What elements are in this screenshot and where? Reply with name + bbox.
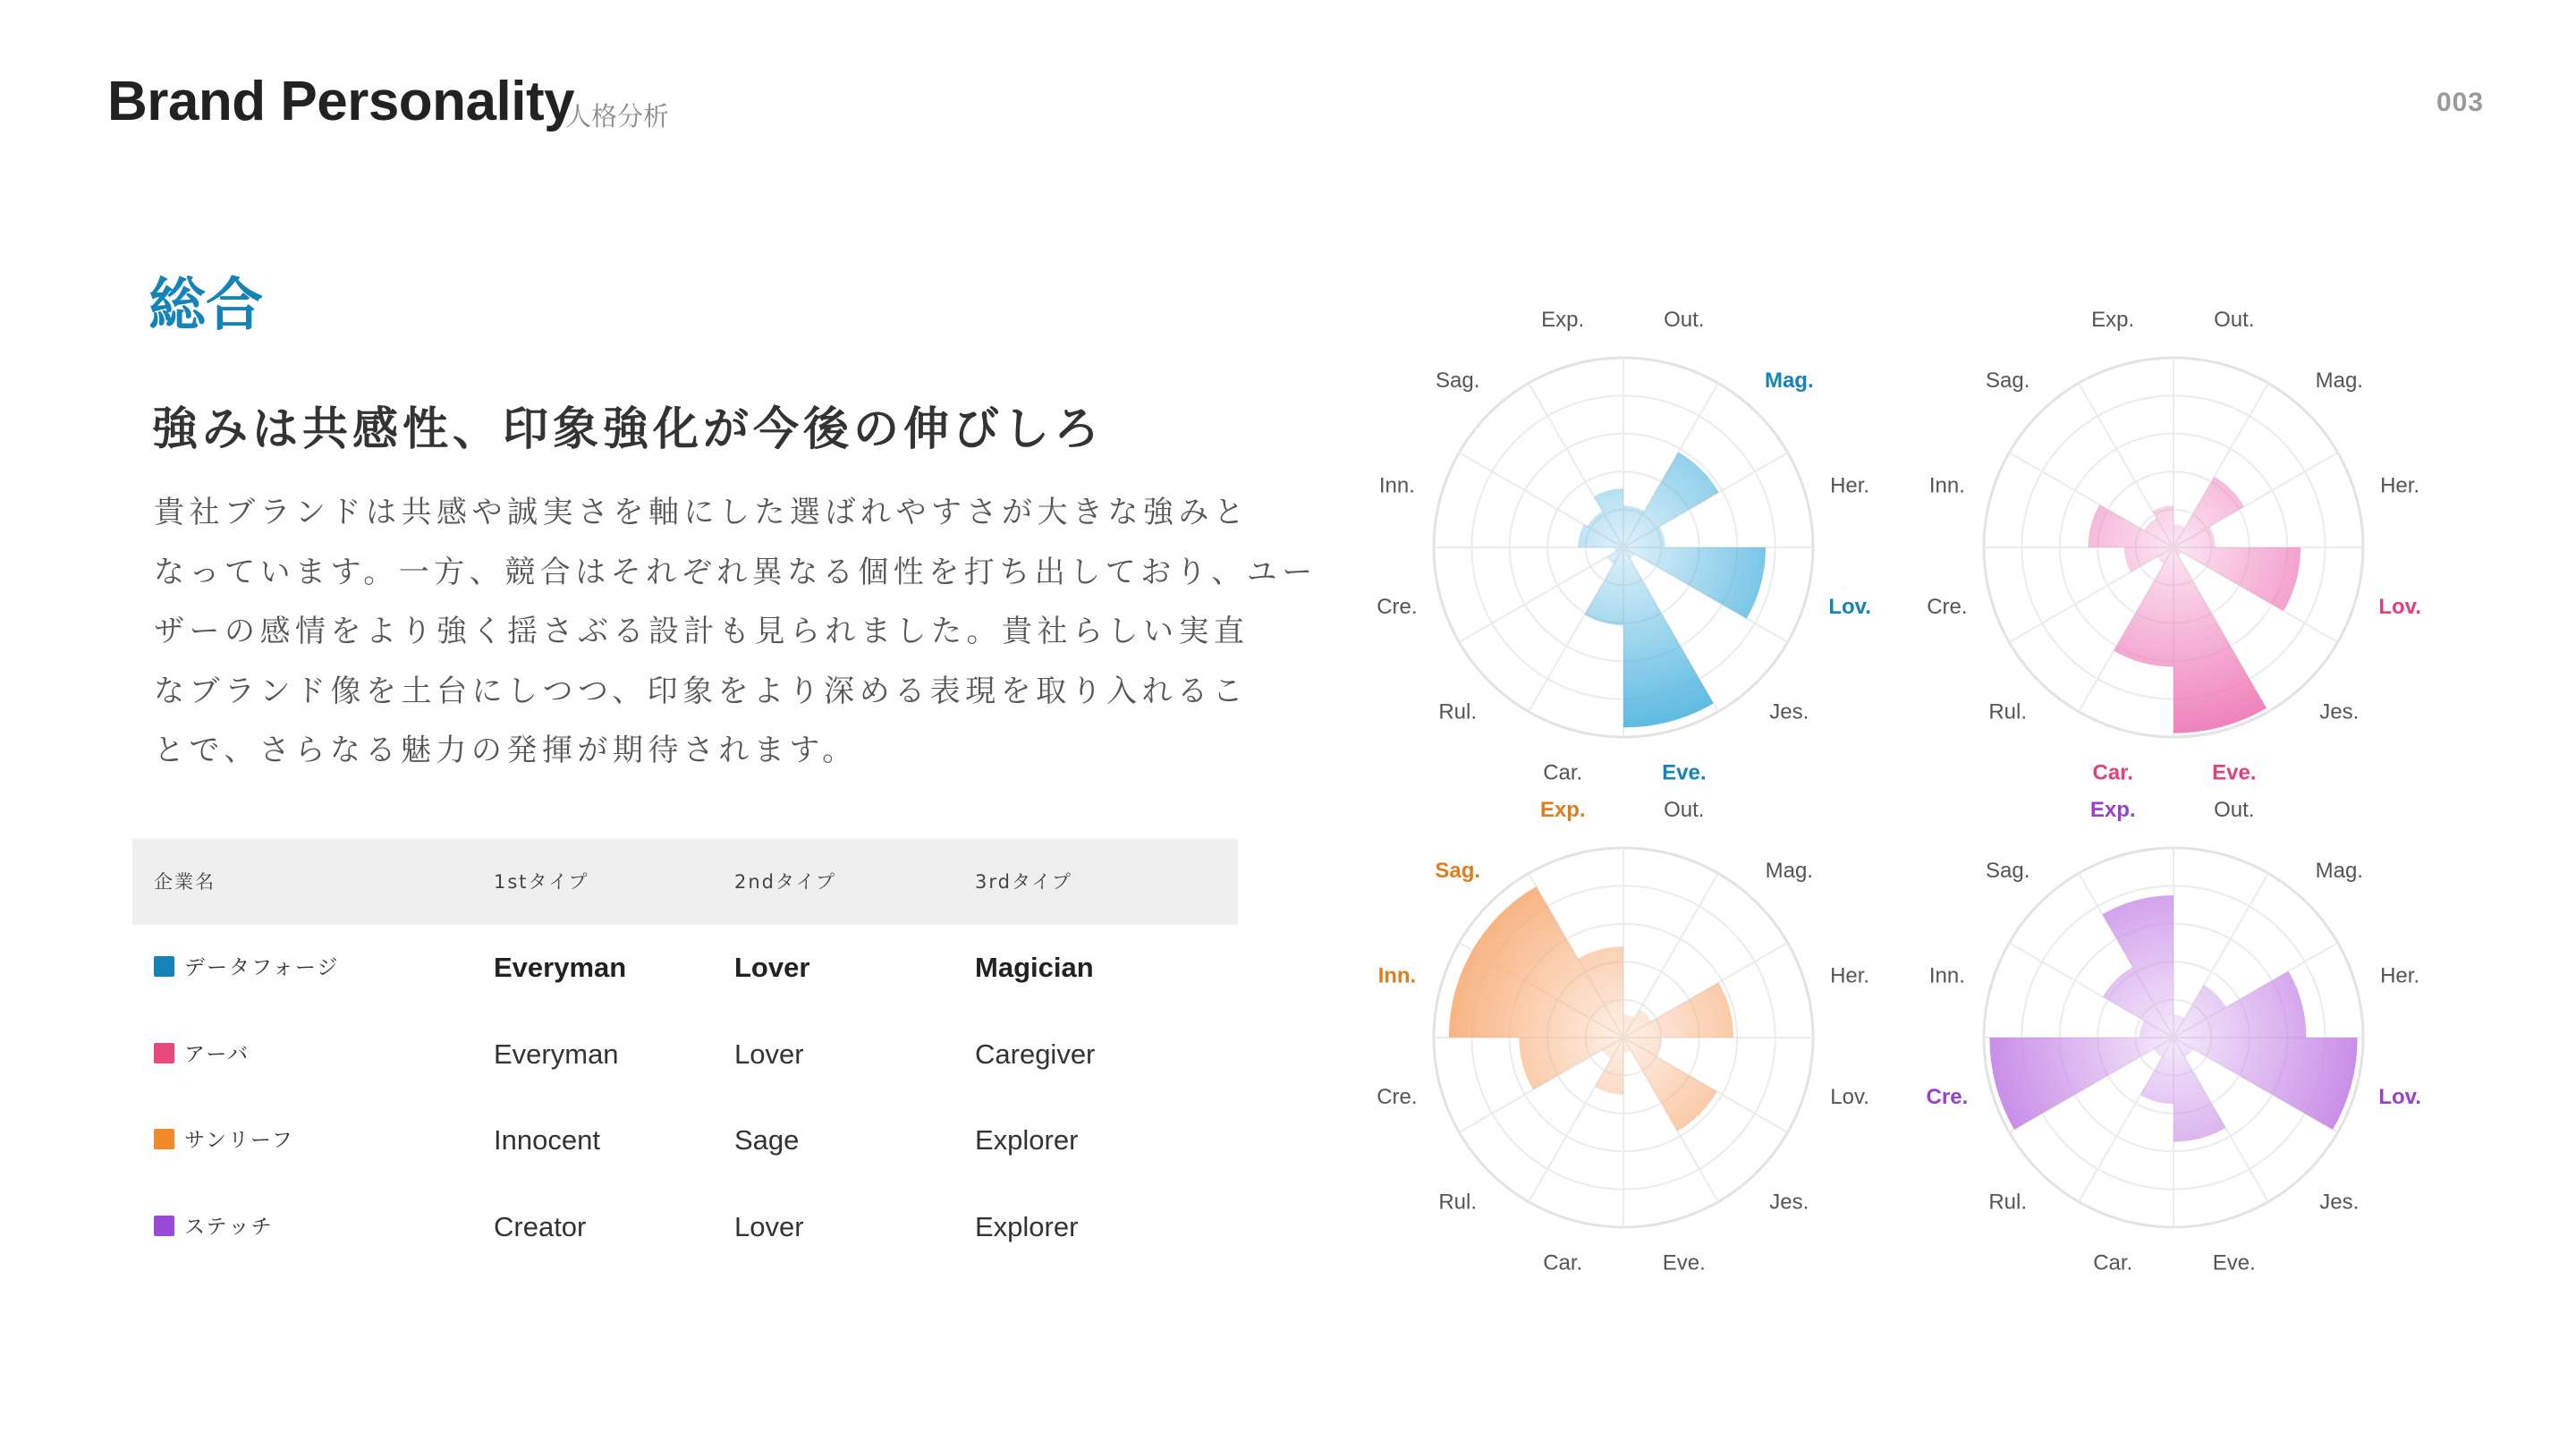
type-2nd: Lover bbox=[734, 952, 810, 983]
company-name bbox=[154, 1097, 294, 1183]
company-name bbox=[154, 1012, 250, 1097]
axis-label: Lov. bbox=[1828, 595, 1871, 620]
axis-label: Her. bbox=[1830, 473, 1870, 498]
axis-label: Inn. bbox=[1928, 963, 1965, 988]
column-header-1st: 1stタイプ bbox=[494, 871, 589, 893]
axis-label: Exp. bbox=[2089, 798, 2136, 823]
axis-label: Car. bbox=[2092, 760, 2133, 785]
summary-line: 貴社ブランドは共感や誠実さを軸にした選ばれやすさが大きな強みと bbox=[154, 495, 1250, 530]
axis-label: Eve. bbox=[2212, 1250, 2256, 1275]
axis-label: Eve. bbox=[1662, 1250, 1706, 1275]
radar-charts bbox=[1342, 295, 2504, 1279]
personality-table bbox=[132, 839, 1238, 1270]
table-row bbox=[132, 925, 1238, 1012]
axis-label: Jes. bbox=[1769, 1190, 1809, 1215]
grid-spoke bbox=[1529, 383, 1623, 547]
axis-label: Lov. bbox=[1830, 1085, 1869, 1110]
page-number: 003 bbox=[2436, 88, 2484, 117]
type-1st: Creator bbox=[494, 1210, 587, 1242]
axis-label: Inn. bbox=[1928, 473, 1965, 498]
column-header-company: 企業名 bbox=[154, 871, 216, 893]
axis-label: Mag. bbox=[1764, 369, 1814, 394]
axis-label: Car. bbox=[2093, 1250, 2133, 1275]
summary-line: なっています。一方、競合はそれぞれ異なる個性を打ち出しており、ユー bbox=[154, 554, 1318, 590]
company-label: ステッチ bbox=[184, 1215, 274, 1239]
axis-label: Sag. bbox=[1436, 369, 1480, 394]
axis-label: Jes. bbox=[2319, 699, 2360, 724]
wedge-cre bbox=[1989, 1038, 2174, 1130]
legend-swatch bbox=[154, 956, 174, 977]
column-header-3rd: 3rdタイプ bbox=[975, 871, 1072, 893]
table-row bbox=[132, 1097, 1238, 1184]
axis-label: Rul. bbox=[1438, 1190, 1478, 1215]
axis-label: Cre. bbox=[1927, 595, 1968, 620]
axis-label: Out. bbox=[2214, 308, 2255, 333]
axis-label: Cre. bbox=[1377, 595, 1418, 620]
axis-label: Rul. bbox=[1988, 699, 2028, 724]
axis-label: Sag. bbox=[1986, 369, 2030, 394]
axis-label: Out. bbox=[1664, 798, 1705, 823]
table-header bbox=[132, 839, 1238, 925]
summary-line: ザーの感情をより強く揺さぶる設計も見られました。貴社らしい実直 bbox=[154, 614, 1250, 649]
company-label: サンリーフ bbox=[184, 1129, 294, 1152]
type-2nd: Lover bbox=[734, 1038, 804, 1070]
type-1st: Everyman bbox=[494, 952, 627, 983]
summary-body bbox=[154, 483, 1318, 781]
axis-label: Inn. bbox=[1378, 473, 1415, 498]
axis-label: Exp. bbox=[1541, 308, 1585, 333]
axis-label: Exp. bbox=[1539, 798, 1586, 823]
summary-line: とで、さらなる魅力の発揮が期待されます。 bbox=[154, 733, 858, 768]
type-1st: Innocent bbox=[494, 1124, 600, 1156]
grid-spoke bbox=[1623, 1038, 1788, 1132]
axis-label: Jes. bbox=[2319, 1190, 2360, 1215]
axis-label: Rul. bbox=[1988, 1190, 2028, 1215]
axis-label: Lov. bbox=[2378, 595, 2421, 620]
axis-label: Sag. bbox=[1986, 859, 2030, 884]
axis-label: Jes. bbox=[1769, 699, 1809, 724]
type-2nd: Lover bbox=[734, 1210, 804, 1242]
axis-label: Lov. bbox=[2378, 1085, 2421, 1110]
radar-chart bbox=[1927, 798, 2421, 1275]
axis-label: Mag. bbox=[2315, 859, 2363, 884]
company-name bbox=[154, 1184, 274, 1270]
axis-label: Her. bbox=[1830, 963, 1870, 988]
table-row bbox=[132, 1184, 1238, 1271]
axis-label: Inn. bbox=[1377, 963, 1417, 988]
company-name bbox=[154, 925, 339, 1011]
axis-label: Sag. bbox=[1435, 859, 1481, 884]
axis-label: Mag. bbox=[1765, 859, 1813, 884]
type-3rd: Explorer bbox=[975, 1124, 1079, 1156]
axis-label: Eve. bbox=[1662, 760, 1707, 785]
table-row bbox=[132, 1012, 1238, 1098]
type-3rd: Explorer bbox=[975, 1210, 1079, 1242]
type-1st: Everyman bbox=[494, 1038, 619, 1070]
legend-swatch bbox=[154, 1043, 174, 1063]
axis-label: Rul. bbox=[1438, 699, 1478, 724]
axis-label: Cre. bbox=[1377, 1085, 1418, 1110]
grid-spoke bbox=[1623, 1038, 1718, 1202]
section-heading: 総合 bbox=[148, 273, 263, 339]
axis-label: Exp. bbox=[2091, 308, 2135, 333]
type-3rd: Caregiver bbox=[975, 1038, 1096, 1070]
axis-label: Her. bbox=[2380, 473, 2420, 498]
radar-chart bbox=[1927, 308, 2421, 784]
page-title: Brand Personality bbox=[107, 71, 575, 132]
company-label: アーバ bbox=[184, 1042, 250, 1066]
axis-label: Her. bbox=[2380, 963, 2420, 988]
page-subtitle: 人格分析 bbox=[565, 101, 670, 131]
wedge-jes bbox=[1623, 1038, 1717, 1131]
legend-swatch bbox=[154, 1216, 174, 1236]
type-2nd: Sage bbox=[734, 1124, 800, 1156]
axis-label: Eve. bbox=[2212, 760, 2257, 785]
axis-label: Mag. bbox=[2315, 369, 2363, 394]
axis-label: Out. bbox=[1664, 308, 1705, 333]
legend-swatch bbox=[154, 1129, 174, 1149]
type-3rd: Magician bbox=[975, 952, 1094, 983]
axis-label: Out. bbox=[2214, 798, 2255, 823]
axis-label: Car. bbox=[1543, 760, 1583, 785]
axis-label: Car. bbox=[1543, 1250, 1583, 1275]
radar-chart bbox=[1377, 308, 1871, 784]
column-header-2nd: 2ndタイプ bbox=[734, 871, 836, 893]
axis-label: Cre. bbox=[1926, 1085, 1969, 1110]
company-label: データフォージ bbox=[184, 956, 340, 979]
summary-line: なブランド像を土台にしつつ、印象をより深める表現を取り入れるこ bbox=[154, 673, 1249, 709]
summary-lead: 強みは共感性、印象強化が今後の伸びしろ bbox=[152, 403, 1105, 456]
radar-chart bbox=[1377, 798, 1869, 1275]
